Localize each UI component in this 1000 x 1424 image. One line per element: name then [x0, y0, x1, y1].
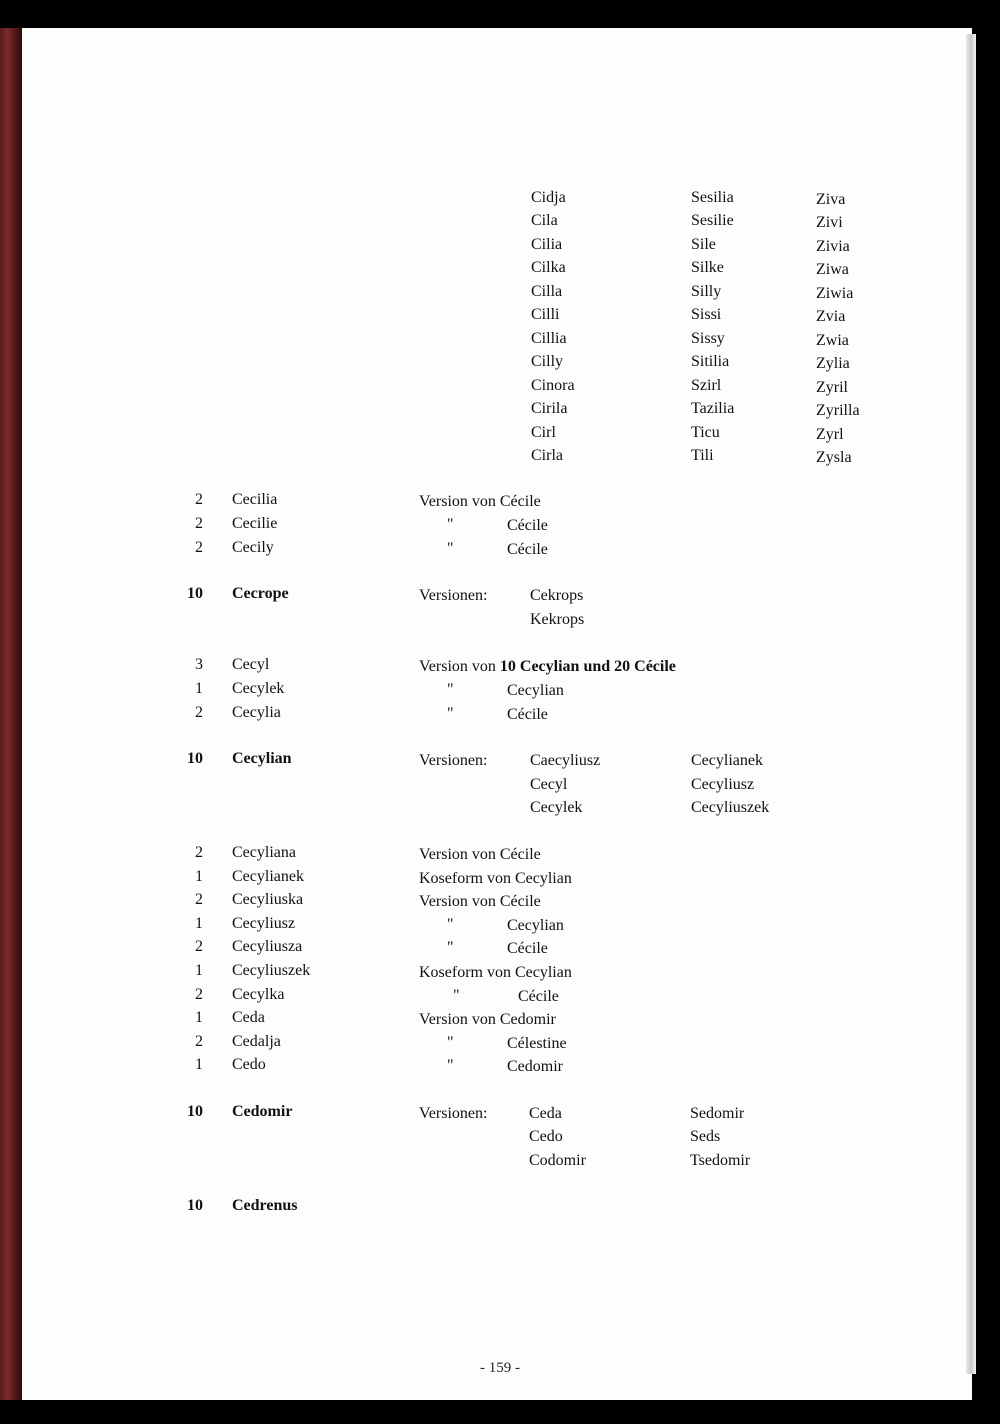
- version-item: Seds: [690, 1128, 721, 1145]
- entry-number: 2: [195, 986, 203, 1003]
- list-item: Cillia: [531, 330, 567, 347]
- list-item: Tili: [691, 447, 714, 464]
- ditto-mark: ": [447, 939, 454, 956]
- list-item: Sissy: [691, 330, 725, 347]
- ditto-mark: ": [447, 916, 454, 933]
- entry-name: Cecrope: [232, 585, 289, 602]
- entry-name: Cecylia: [232, 704, 281, 721]
- entry-number: 1: [195, 1009, 203, 1026]
- entry-description: Version von Cécile: [419, 493, 541, 510]
- entry-description: Versionen:: [419, 752, 488, 769]
- entry-name: Cecylian: [232, 750, 292, 767]
- entry-description: Version von Cécile: [419, 893, 541, 910]
- entry-number: 2: [195, 491, 203, 508]
- list-item: Zysla: [816, 449, 852, 466]
- entry-name: Cecylek: [232, 680, 285, 697]
- entry-name: Cecylianek: [232, 868, 304, 885]
- version-item: Caecyliusz: [530, 752, 601, 769]
- entry-name: Cecyliuska: [232, 891, 304, 908]
- entry-name: Cecyliusza: [232, 938, 303, 955]
- list-item: Sesilia: [691, 189, 734, 206]
- version-item: Cekrops: [530, 587, 584, 604]
- entry-description: Version von Cedomir: [419, 1011, 556, 1028]
- entry-description: Cécile: [507, 517, 548, 534]
- list-item: Sitilia: [691, 353, 730, 370]
- entry-number: 10: [187, 750, 203, 767]
- list-item: Cilly: [531, 353, 564, 370]
- entry-number: 10: [187, 585, 203, 602]
- list-item: Zyrl: [816, 426, 844, 443]
- list-item: Cilia: [531, 236, 563, 253]
- version-item: Cedo: [529, 1128, 563, 1145]
- entry-name: Cecyl: [232, 656, 270, 673]
- list-item: Zvia: [816, 308, 846, 325]
- list-item: Ziva: [816, 191, 846, 208]
- ditto-mark: ": [447, 705, 454, 722]
- entry-description: Versionen:: [419, 1105, 488, 1122]
- entry-description: Cécile: [507, 940, 548, 957]
- version-item: Sedomir: [690, 1105, 745, 1122]
- list-item: Zylia: [816, 355, 850, 372]
- entry-number: 2: [195, 1033, 203, 1050]
- list-item: Cinora: [531, 377, 575, 394]
- list-item: Zivi: [816, 214, 843, 231]
- entry-description: Versionen:: [419, 587, 488, 604]
- version-item: Kekrops: [530, 611, 585, 628]
- page-edges: [966, 34, 976, 1374]
- entry-name: Cecyliana: [232, 844, 296, 861]
- version-item: Tsedomir: [690, 1152, 751, 1169]
- list-item: Cilla: [531, 283, 563, 300]
- entry-number: 10: [187, 1103, 203, 1120]
- entry-number: 2: [195, 891, 203, 908]
- page-number: - 159 -: [480, 1360, 520, 1376]
- list-item: Cilka: [531, 259, 566, 276]
- entry-name: Cecilie: [232, 515, 278, 532]
- list-item: Sissi: [691, 306, 722, 323]
- entry-number: 1: [195, 1056, 203, 1073]
- entry-number: 2: [195, 515, 203, 532]
- entry-name: Cedomir: [232, 1103, 293, 1120]
- version-item: Cecyl: [530, 776, 568, 793]
- list-item: Zivia: [816, 238, 850, 255]
- entry-description: Koseform von Cecylian: [419, 870, 572, 887]
- entry-name: Cedalja: [232, 1033, 281, 1050]
- entry-number: 1: [195, 868, 203, 885]
- entry-description: Version von Cécile: [419, 846, 541, 863]
- list-item: Szirl: [691, 377, 722, 394]
- list-item: Ziwia: [816, 285, 854, 302]
- list-item: Cirila: [531, 400, 568, 417]
- ditto-mark: ": [447, 1034, 454, 1051]
- list-item: Cilli: [531, 306, 560, 323]
- entry-description: Cedomir: [507, 1058, 563, 1075]
- entry-description: Cécile: [518, 988, 559, 1005]
- entry-name: Cedo: [232, 1056, 266, 1073]
- entry-description: Cecylian: [507, 682, 564, 699]
- entry-name: Ceda: [232, 1009, 265, 1026]
- ditto-mark: ": [447, 540, 454, 557]
- entry-name: Cecylka: [232, 986, 285, 1003]
- list-item: Tazilia: [691, 400, 735, 417]
- entry-name: Cecyliuszek: [232, 962, 311, 979]
- ditto-mark: ": [447, 681, 454, 698]
- list-item: Silly: [691, 283, 722, 300]
- version-item: Cecyliuszek: [691, 799, 770, 816]
- list-item: Cirla: [531, 447, 563, 464]
- list-item: Zyril: [816, 379, 848, 396]
- entry-description: Koseform von Cecylian: [419, 964, 572, 981]
- list-item: Silke: [691, 259, 724, 276]
- entry-description: Cecylian: [507, 917, 564, 934]
- list-item: Cidja: [531, 189, 566, 206]
- entry-number: 10: [187, 1197, 203, 1214]
- version-item: Ceda: [529, 1105, 562, 1122]
- entry-name: Cecyliusz: [232, 915, 296, 932]
- list-item: Ticu: [691, 424, 720, 441]
- list-item: Zwia: [816, 332, 849, 349]
- version-item: Cecylianek: [691, 752, 763, 769]
- entry-name: Cedrenus: [232, 1197, 298, 1214]
- list-item: Ziwa: [816, 261, 849, 278]
- entry-number: 2: [195, 539, 203, 556]
- book-spine: [0, 28, 22, 1400]
- list-item: Sesilie: [691, 212, 734, 229]
- entry-description: Cécile: [507, 706, 548, 723]
- version-item: Cecylek: [530, 799, 583, 816]
- list-item: Cirl: [531, 424, 556, 441]
- entry-number: 3: [195, 656, 203, 673]
- list-item: Sile: [691, 236, 716, 253]
- entry-description: Version von 10 Cecylian und 20 Cécile: [419, 658, 676, 675]
- list-item: Zyrilla: [816, 402, 860, 419]
- entry-number: 1: [195, 915, 203, 932]
- ditto-mark: ": [453, 987, 460, 1004]
- version-item: Cecyliusz: [691, 776, 755, 793]
- list-item: Cila: [531, 212, 558, 229]
- ditto-mark: ": [447, 516, 454, 533]
- entry-name: Cecilia: [232, 491, 278, 508]
- entry-number: 2: [195, 844, 203, 861]
- entry-number: 2: [195, 704, 203, 721]
- entry-name: Cecily: [232, 539, 274, 556]
- entry-number: 1: [195, 680, 203, 697]
- ditto-mark: ": [447, 1057, 454, 1074]
- entry-number: 2: [195, 938, 203, 955]
- entry-description: Cécile: [507, 541, 548, 558]
- entry-description: Célestine: [507, 1035, 567, 1052]
- entry-number: 1: [195, 962, 203, 979]
- version-item: Codomir: [529, 1152, 586, 1169]
